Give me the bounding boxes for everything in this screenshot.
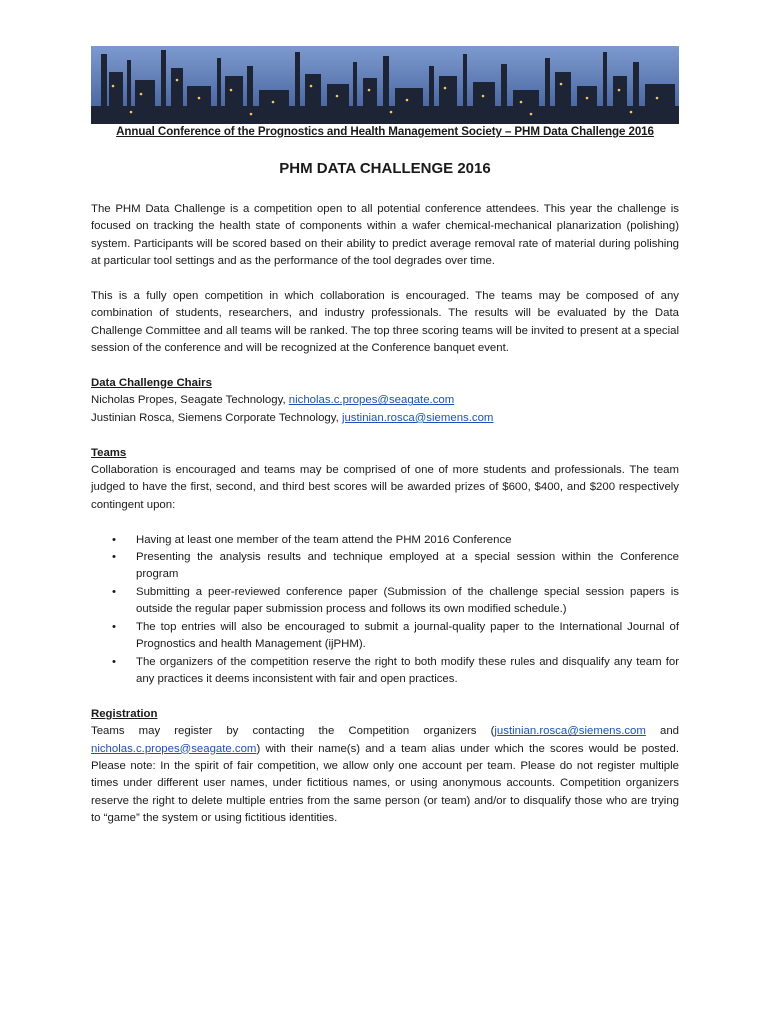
list-item-text: The organizers of the competition reserve the right to both modify these rules and disqualify any team for any practices it deems inconsistent with fair and open practices. — [136, 655, 679, 685]
registration-section — [91, 706, 679, 828]
bullet-icon: • — [112, 533, 116, 546]
chair-name: Justinian Rosca, Siemens Corporate Technology, — [91, 411, 342, 424]
bullet-icon: • — [112, 655, 116, 668]
bullet-icon: • — [112, 551, 116, 564]
page-title: PHM DATA CHALLENGE 2016 — [279, 160, 491, 177]
teams-paragraph: Collaboration is encouraged and teams may be comprised of one of more students and professionals. The team judged to have the first, second, and third best scores will be awarded prizes of $600, $400, and $200 respectively contingent upon: — [91, 464, 679, 511]
list-item — [91, 532, 679, 549]
document-body — [91, 201, 679, 845]
list-item — [91, 619, 679, 654]
registration-email-link[interactable]: nicholas.c.propes@seagate.com — [91, 742, 257, 755]
registration-text: Teams may register by contacting the Competition organizers ( — [91, 725, 495, 738]
list-item-text: Presenting the analysis results and technique employed at a special session within the Conference program — [136, 551, 679, 581]
chairs-section — [91, 375, 679, 427]
industrial-plant-banner-image — [91, 46, 679, 124]
list-item — [91, 584, 679, 619]
bullet-icon: • — [112, 620, 116, 633]
list-item-text: Submitting a peer-reviewed conference paper (Submission of the challenge special session papers is outside the regular paper submission process and follows its own modified schedule.) — [136, 585, 679, 616]
intro-paragraph-2: This is a fully open competition in which collaboration is encouraged. The teams may be composed of any combination of students, researchers, and industry professionals. The results will be evaluated by the Data Challenge Committee and all teams will be ranked. The top three scoring teams will be invited to present at a special session of the conference and will be recognized at the Conference banquet event. — [91, 290, 679, 355]
registration-paragraph — [91, 723, 679, 827]
chairs-heading: Data Challenge Chairs — [91, 377, 212, 390]
list-item — [91, 549, 679, 584]
chair-email-link[interactable]: nicholas.c.propes@seagate.com — [288, 394, 455, 407]
teams-heading: Teams — [91, 446, 127, 459]
registration-heading: Registration — [91, 707, 158, 720]
bullet-icon: • — [112, 585, 116, 598]
list-item-text: Having at least one member of the team attend the PHM 2016 Conference — [136, 533, 512, 546]
teams-conditions-list — [91, 532, 679, 689]
list-item-text: The top entries will also be encouraged to submit a journal-quality paper to the International Journal of Prognostics and health Management (ijPHM). — [136, 620, 679, 651]
registration-text: and — [645, 725, 679, 738]
chair-name: Nicholas Propes, Seagate Technology, — [91, 394, 289, 407]
teams-section — [91, 445, 679, 689]
list-item — [91, 654, 679, 689]
registration-email-link[interactable]: justinian.rosca@siemens.com — [494, 725, 646, 738]
registration-text: ) with their name(s) and a team alias under which the scores would be posted. Please note: In the spirit of fair competition, we allow only one account per team. Please do not register multiple times under different user names, under fictitious names, or using anonymous accounts. Competition organizers reserve the right to delete multiple entries from the same person (or team) and/or to disqualify those who are trying to “game” the system or using fictitious identities. — [91, 742, 679, 825]
chair-line — [91, 410, 679, 427]
intro-paragraph-1: The PHM Data Challenge is a competition open to all potential conference attendees. This year the challenge is focused on tracking the health state of components within a wafer chemical-mechanical planarization (polishing) system. Participants will be scored based on their ability to predict average removal rate of material during polishing at particular tool settings and as the performance of the tool degrades over time. — [91, 203, 679, 268]
chair-email-link[interactable]: justinian.rosca@siemens.com — [341, 411, 494, 424]
conference-subtitle: Annual Conference of the Prognostics and Health Management Society – PHM Data Challenge 2016 — [116, 125, 654, 138]
chair-line — [91, 392, 679, 409]
